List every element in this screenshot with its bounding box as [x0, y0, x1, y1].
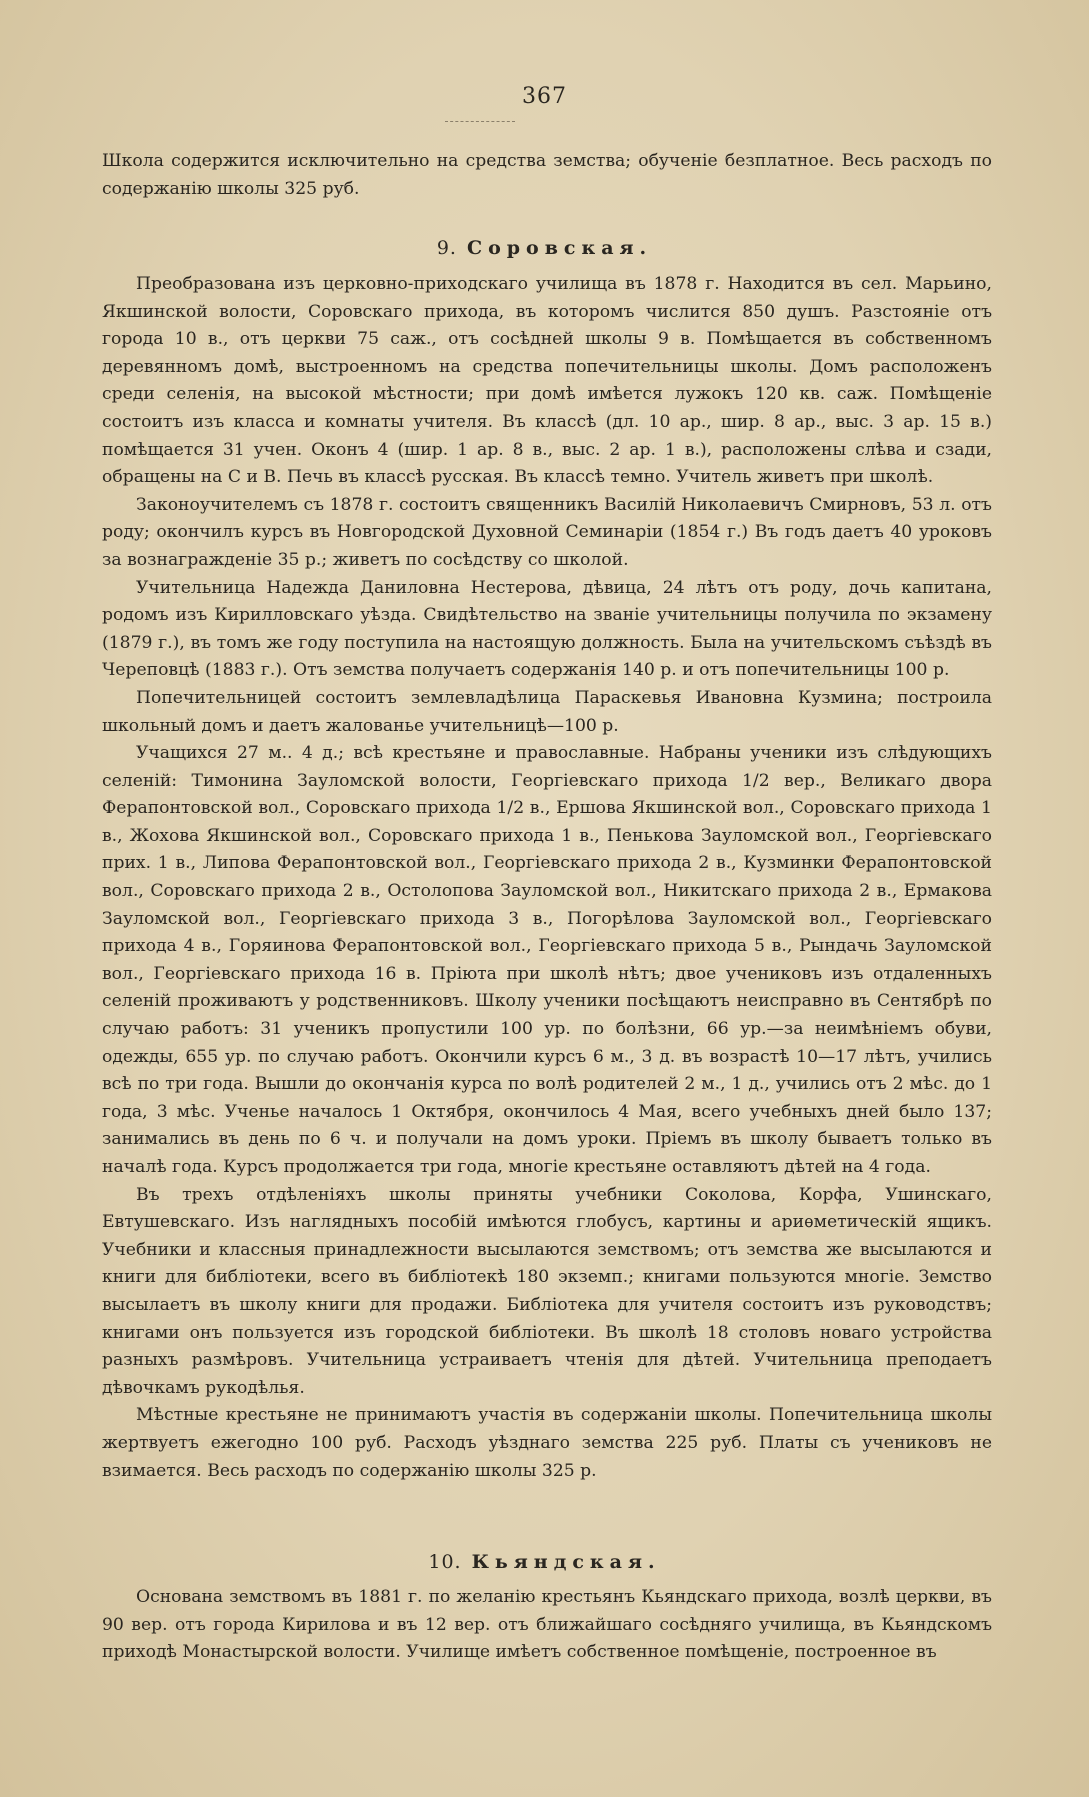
- section-10-heading: [0, 1551, 1089, 1573]
- paragraph: Попечительницей состоитъ землевладѣлица Параскевья Ивановна Кузмина; построила школьный домъ и даетъ жалованье учительницѣ—100 р.: [102, 687, 992, 736]
- paragraph: Основана земствомъ въ 1881 г. по желанію крестьянъ Кьяндскаго прихода, возлѣ церкви, въ 90 вер. отъ города Кирилова и въ 12 вер. отъ ближайшаго сосѣдняго училища, въ Кьяндскомъ приходѣ Монастырской волости. Училище имѣетъ собственное помѣщеніе, построенное въ: [102, 1587, 992, 1663]
- intro-paragraph-block: [102, 148, 992, 203]
- paragraph: Въ трехъ отдѣленіяхъ школы приняты учебники Соколова, Корфа, Ушинскаго, Евтушевскаго. Изъ наглядныхъ пособій имѣются глобусъ, картины и ариѳметическій ящикъ. Учебники и классныя принадлежности высылаются земствомъ; отъ земства же высылаются и книги для библіотеки, всего въ библіотекѣ 180 экземп.; книгами пользуются многіе. Земство высылаетъ въ школу книги для продажи. Библіотека для учителя состоитъ изъ руководствъ; книгами онъ пользуется изъ городской библіотеки. Въ школѣ 18 столовъ новаго устройства разныхъ размѣровъ. Учительница устраиваетъ чтенія для дѣтей. Учительница преподаетъ дѣвочкамъ рукодѣлья.: [102, 1184, 992, 1398]
- section-10-number: 10.: [428, 1551, 462, 1573]
- section-9-heading: [0, 237, 1089, 259]
- paragraph: Учительница Надежда Даниловна Нестерова, дѣвица, 24 лѣтъ отъ роду, дочь капитана, родомъ изъ Кирилловскаго уѣзда. Свидѣтельство на званіе учительницы получила по экзамену (1879 г.), въ томъ же году поступила на настоящую должность. Была на учительскомъ съѣздѣ въ Череповцѣ (1883 г.). Отъ земства получаетъ содержанія 140 р. и отъ попечительницы 100 р.: [102, 577, 992, 681]
- paragraph: Законоучителемъ съ 1878 г. состоитъ священникъ Василій Николаевичъ Смирновъ, 53 л. отъ роду; окончилъ курсъ въ Новгородской Духовной Семинаріи (1854 г.) Въ годъ даетъ 40 уроковъ за вознагражденіе 35 р.; живетъ по сосѣдству со школой.: [102, 494, 992, 570]
- page-number: 367: [522, 84, 567, 109]
- intro-paragraph: Школа содержится исключительно на средства земства; обученіе безплатное. Весь расходъ по содержанію школы 325 руб.: [102, 151, 992, 199]
- section-9-title: Соровская.: [466, 237, 653, 259]
- section-10-title: Кьяндская.: [471, 1551, 661, 1573]
- paragraph: Преобразована изъ церковно-приходскаго училища въ 1878 г. Находится въ сел. Марьино, Якшинской волости, Соровскаго прихода, въ которомъ числится 850 душъ. Разстояніе отъ города 10 в., отъ церкви 75 саж., отъ сосѣдней школы 9 в. Помѣщается въ собственномъ деревянномъ домѣ, выстроенномъ на средства попечительницы школы. Домъ расположенъ среди селенія, на высокой мѣстности; при домѣ имѣется лужокъ 120 кв. саж. Помѣщеніе состоитъ изъ класса и комнаты учителя. Въ классѣ (дл. 10 ар., шир. 8 ар., выс. 3 ар. 15 в.) помѣщается 31 учен. Оконъ 4 (шир. 1 ар. 8 в., выс. 2 ар. 1 в.), расположены слѣва и сзади, обращены на С и В. Печь въ классѣ русская. Въ классѣ темно. Учитель живетъ при школѣ.: [102, 274, 992, 488]
- page-number-ornament: [445, 115, 515, 122]
- section-9-body: [102, 271, 992, 1485]
- paragraph: Мѣстные крестьяне не принимаютъ участія въ содержаніи школы. Попечительница школы жертвуетъ ежегодно 100 руб. Расходъ уѣзднаго земства 225 руб. Платы съ учениковъ не взимается. Весь расходъ по содержанію школы 325 р.: [102, 1405, 992, 1481]
- section-9-number: 9.: [436, 237, 457, 259]
- section-10-body: [102, 1584, 992, 1667]
- paragraph: Учащихся 27 м.. 4 д.; всѣ крестьяне и православные. Набраны ученики изъ слѣдующихъ селеній: Тимонина Зауломской волости, Георгіевскаго прихода 1/2 вер., Великаго двора Ферапонтовской вол., Соровскаго прихода 1/2 в., Ершова Якшинской вол., Соровскаго прихода 1 в., Жохова Якшинской вол., Соровскаго прихода 1 в., Пенькова Зауломской вол., Георгіевскаго прих. 1 в., Липова Ферапонтовской вол., Георгіевскаго прихода 2 в., Кузминки Ферапонтовской вол., Соровскаго прихода 2 в., Остолопова Зауломской вол., Никитскаго прихода 2 в., Ермакова Зауломской вол., Георгіевскаго прихода 3 в., Погорѣлова Зауломской вол., Георгіевскаго прихода 4 в., Горяинова Ферапонтовской вол., Георгіевскаго прихода 5 в., Рындачь Зауломской вол., Георгіевскаго прихода 16 в. Пріюта при школѣ нѣтъ; двое учениковъ изъ отдаленныхъ селеній проживаютъ у родственниковъ. Школу ученики посѣщаютъ неисправно въ Сентябрѣ по случаю работъ: 31 ученикъ пропустили 100 ур. по болѣзни, 66 ур.—за неимѣніемъ обуви, одежды, 655 ур. по случаю работъ. Окончили курсъ 6 м., 3 д. въ возрастѣ 10—17 лѣтъ, учились всѣ по три года. Вышли до окончанія курса по волѣ родителей 2 м., 1 д., учились отъ 2 мѣс. до 1 года, 3 мѣс. Ученье началось 1 Октября, окончилось 4 Мая, всего учебныхъ дней было 137; занимались въ день по 6 ч. и получали на домъ уроки. Пріемъ въ школу бываетъ только въ началѣ года. Курсъ продолжается три года, многіе крестьяне оставляютъ дѣтей на 4 года.: [102, 743, 992, 1177]
